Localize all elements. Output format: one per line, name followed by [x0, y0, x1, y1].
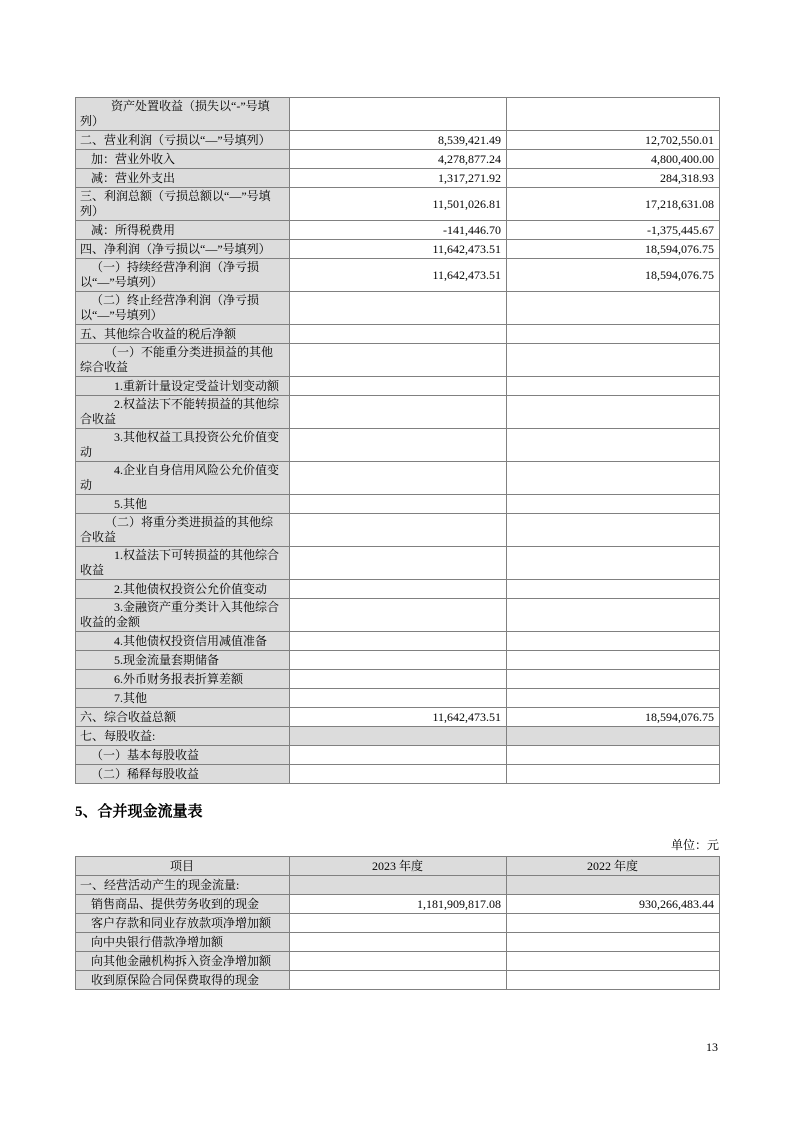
value-2023 [290, 914, 507, 933]
value-2023 [290, 632, 507, 651]
value-2022 [507, 876, 720, 895]
value-2022: 18,594,076.75 [507, 240, 720, 259]
value-2023 [290, 462, 507, 495]
row-label: 2.权益法下不能转损益的其他综合收益 [76, 396, 290, 429]
value-2023: 11,642,473.51 [290, 240, 507, 259]
value-2023: 11,642,473.51 [290, 708, 507, 727]
value-2022 [507, 670, 720, 689]
value-2023 [290, 580, 507, 599]
value-2023: -141,446.70 [290, 221, 507, 240]
value-2023 [290, 746, 507, 765]
value-2022: 12,702,550.01 [507, 131, 720, 150]
table-row [76, 240, 720, 259]
value-2022 [507, 599, 720, 632]
row-label: 向其他金融机构拆入资金净增加额 [76, 952, 290, 971]
value-2023 [290, 599, 507, 632]
value-2022: 284,318.93 [507, 169, 720, 188]
row-label: （一）基本每股收益 [76, 746, 290, 765]
table-row [76, 547, 720, 580]
table-row [76, 895, 720, 914]
header-row [76, 857, 720, 876]
table-row [76, 292, 720, 325]
row-label: 3.其他权益工具投资公允价值变动 [76, 429, 290, 462]
row-label: 5.现金流量套期储备 [76, 651, 290, 670]
value-2023: 8,539,421.49 [290, 131, 507, 150]
value-2022: 4,800,400.00 [507, 150, 720, 169]
column-header-item: 项目 [76, 857, 290, 876]
page-number: 13 [706, 1040, 718, 1054]
value-2023 [290, 876, 507, 895]
row-label: 六、综合收益总额 [76, 708, 290, 727]
row-label: 4.企业自身信用风险公允价值变动 [76, 462, 290, 495]
table-row [76, 325, 720, 344]
value-2022 [507, 952, 720, 971]
row-label: 三、利润总额（亏损总额以“—”号填列） [76, 188, 290, 221]
table-row [76, 914, 720, 933]
table-row [76, 599, 720, 632]
row-label: 7.其他 [76, 689, 290, 708]
value-2023 [290, 670, 507, 689]
row-label: 1.权益法下可转损益的其他综合收益 [76, 547, 290, 580]
value-2022 [507, 495, 720, 514]
table-row [76, 651, 720, 670]
row-label: 七、每股收益: [76, 727, 290, 746]
value-2023: 1,317,271.92 [290, 169, 507, 188]
value-2023: 1,181,909,817.08 [290, 895, 507, 914]
table-row [76, 169, 720, 188]
row-label: （一）持续经营净利润（净亏损以“—”号填列） [76, 259, 290, 292]
row-label: 客户存款和同业存放款项净增加额 [76, 914, 290, 933]
row-label: 五、其他综合收益的税后净额 [76, 325, 290, 344]
row-label: 收到原保险合同保费取得的现金 [76, 971, 290, 990]
value-2023 [290, 514, 507, 547]
row-label: （一）不能重分类进损益的其他综合收益 [76, 344, 290, 377]
value-2023 [290, 325, 507, 344]
column-header-2022: 2022 年度 [507, 857, 720, 876]
row-label: 加：营业外收入 [76, 150, 290, 169]
row-label: 1.重新计量设定受益计划变动额 [76, 377, 290, 396]
row-label: 销售商品、提供劳务收到的现金 [76, 895, 290, 914]
value-2022 [507, 429, 720, 462]
row-label: （二）稀释每股收益 [76, 765, 290, 784]
table-row [76, 188, 720, 221]
value-2022 [507, 933, 720, 952]
cash-flow-table [75, 856, 720, 990]
table-row [76, 632, 720, 651]
value-2023 [290, 495, 507, 514]
value-2022 [507, 580, 720, 599]
value-2022: 930,266,483.44 [507, 895, 720, 914]
value-2022 [507, 971, 720, 990]
value-2023 [290, 292, 507, 325]
table-row [76, 259, 720, 292]
value-2022: 18,594,076.75 [507, 708, 720, 727]
value-2022 [507, 689, 720, 708]
value-2022 [507, 547, 720, 580]
value-2022 [507, 377, 720, 396]
section-title: 5、合并现金流量表 [75, 804, 203, 820]
table-row [76, 689, 720, 708]
row-label: 向中央银行借款净增加额 [76, 933, 290, 952]
value-2022: 17,218,631.08 [507, 188, 720, 221]
value-2022 [507, 98, 720, 131]
table-row [76, 495, 720, 514]
column-header-2023: 2023 年度 [290, 857, 507, 876]
row-label: 四、净利润（净亏损以“—”号填列） [76, 240, 290, 259]
value-2022: 18,594,076.75 [507, 259, 720, 292]
value-2023 [290, 98, 507, 131]
table-row [76, 727, 720, 746]
value-2023 [290, 971, 507, 990]
value-2023 [290, 651, 507, 670]
value-2022 [507, 396, 720, 429]
value-2022 [507, 746, 720, 765]
table-row [76, 429, 720, 462]
value-2022 [507, 462, 720, 495]
table-row [76, 765, 720, 784]
table-row [76, 933, 720, 952]
row-label: 资产处置收益（损失以“-”号填列） [76, 98, 290, 131]
value-2023 [290, 689, 507, 708]
value-2023 [290, 396, 507, 429]
value-2022: -1,375,445.67 [507, 221, 720, 240]
table-row [76, 377, 720, 396]
value-2022 [507, 325, 720, 344]
row-label: 3.金融资产重分类计入其他综合收益的金额 [76, 599, 290, 632]
value-2023 [290, 344, 507, 377]
row-label: （二）将重分类进损益的其他综合收益 [76, 514, 290, 547]
table-row [76, 98, 720, 131]
table-row [76, 580, 720, 599]
row-label: 一、经营活动产生的现金流量: [76, 876, 290, 895]
table-row [76, 670, 720, 689]
value-2022 [507, 632, 720, 651]
value-2023 [290, 933, 507, 952]
value-2022 [507, 344, 720, 377]
income-statement-table [75, 97, 720, 784]
value-2023 [290, 429, 507, 462]
value-2023: 4,278,877.24 [290, 150, 507, 169]
value-2023: 11,501,026.81 [290, 188, 507, 221]
row-label: （二）终止经营净利润（净亏损以“—”号填列） [76, 292, 290, 325]
table-row [76, 344, 720, 377]
table-row [76, 150, 720, 169]
value-2022 [507, 765, 720, 784]
row-label: 减：营业外支出 [76, 169, 290, 188]
table-row [76, 396, 720, 429]
row-label: 6.外币财务报表折算差额 [76, 670, 290, 689]
table-row [76, 131, 720, 150]
table-row [76, 971, 720, 990]
table-row [76, 746, 720, 765]
table-row [76, 221, 720, 240]
value-2022 [507, 914, 720, 933]
value-2023 [290, 377, 507, 396]
row-label: 4.其他债权投资信用减值准备 [76, 632, 290, 651]
value-2022 [507, 651, 720, 670]
table-row [76, 462, 720, 495]
value-2023 [290, 952, 507, 971]
row-label: 二、营业利润（亏损以“—”号填列） [76, 131, 290, 150]
row-label: 减：所得税费用 [76, 221, 290, 240]
value-2023 [290, 727, 507, 746]
table-row [76, 514, 720, 547]
table-row [76, 876, 720, 895]
value-2022 [507, 727, 720, 746]
row-label: 2.其他债权投资公允价值变动 [76, 580, 290, 599]
row-label: 5.其他 [76, 495, 290, 514]
value-2023 [290, 547, 507, 580]
value-2023 [290, 765, 507, 784]
unit-note: 单位：元 [670, 838, 719, 852]
value-2022 [507, 514, 720, 547]
table-row [76, 952, 720, 971]
value-2023: 11,642,473.51 [290, 259, 507, 292]
page-content [75, 97, 719, 990]
value-2022 [507, 292, 720, 325]
table-row [76, 708, 720, 727]
